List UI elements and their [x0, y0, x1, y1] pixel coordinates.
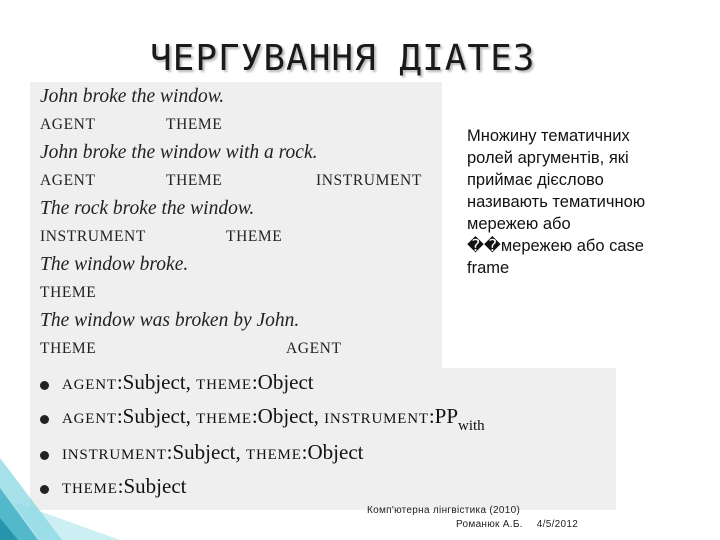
- description-line: називають тематичною: [467, 193, 646, 211]
- description-line: Множину тематичних: [467, 127, 630, 145]
- role-row: [40, 228, 440, 248]
- description-line: ��мережею або case: [467, 237, 644, 255]
- corner-decoration: [0, 440, 130, 540]
- footer-date: 4/5/2012: [536, 519, 579, 530]
- examples-panel: [30, 82, 442, 368]
- role-label: INSTRUMENT: [40, 228, 146, 245]
- syntax-label: :Object,: [251, 404, 325, 428]
- role-row: [40, 340, 440, 360]
- description-line: мережею або: [467, 215, 571, 233]
- syntax-label: :Subject: [117, 474, 187, 498]
- role-row: [40, 116, 440, 136]
- role-label: INSTRUMENT: [62, 447, 167, 463]
- syntax-label: :PP: [428, 404, 459, 428]
- example-sentence: The window broke.: [40, 254, 189, 275]
- description-line: приймає дієслово: [467, 171, 604, 189]
- role-label: AGENT: [40, 116, 96, 133]
- description-line: ролей аргументів, які: [467, 149, 629, 167]
- role-label: INSTRUMENT: [324, 411, 429, 427]
- syntax-label: :Subject,: [116, 370, 197, 394]
- role-label: THEME: [166, 172, 223, 189]
- role-label: AGENT: [40, 172, 96, 189]
- footer-course: Комп'ютерна лінгвістика (2010): [367, 505, 521, 516]
- subscript: with: [458, 418, 485, 434]
- example-sentence: The window was broken by John.: [40, 310, 300, 331]
- role-label: THEME: [196, 377, 252, 393]
- role-label: AGENT: [62, 377, 117, 393]
- role-label: AGENT: [286, 340, 342, 357]
- example-sentence: John broke the window.: [40, 86, 225, 107]
- role-row: [40, 172, 440, 192]
- bullet-icon: [40, 381, 49, 390]
- role-label: THEME: [40, 340, 97, 357]
- bullet-icon: [40, 415, 49, 424]
- role-label: INSTRUMENT: [316, 172, 422, 189]
- role-label: THEME: [166, 116, 223, 133]
- example-sentence: John broke the window with a rock.: [40, 142, 318, 163]
- role-label: THEME: [196, 411, 252, 427]
- role-label: THEME: [62, 481, 118, 497]
- role-row: [40, 284, 440, 304]
- role-label: AGENT: [62, 411, 117, 427]
- slide-title: ЧЕРГУВАННЯ ДІАТЕЗ: [150, 38, 536, 79]
- syntax-label: :Subject,: [166, 440, 246, 464]
- footer-meta: [456, 519, 592, 530]
- description-line: frame: [467, 259, 510, 277]
- role-label: THEME: [40, 284, 97, 301]
- footer-author: Романюк А.Б.: [456, 519, 523, 530]
- syntax-label: :Object: [301, 440, 364, 464]
- syntax-label: :Object: [251, 370, 314, 394]
- syntax-label: :Subject,: [116, 404, 197, 428]
- role-label: THEME: [246, 447, 302, 463]
- description-text: [467, 125, 697, 279]
- example-sentence: The rock broke the window.: [40, 198, 255, 219]
- role-label: THEME: [226, 228, 283, 245]
